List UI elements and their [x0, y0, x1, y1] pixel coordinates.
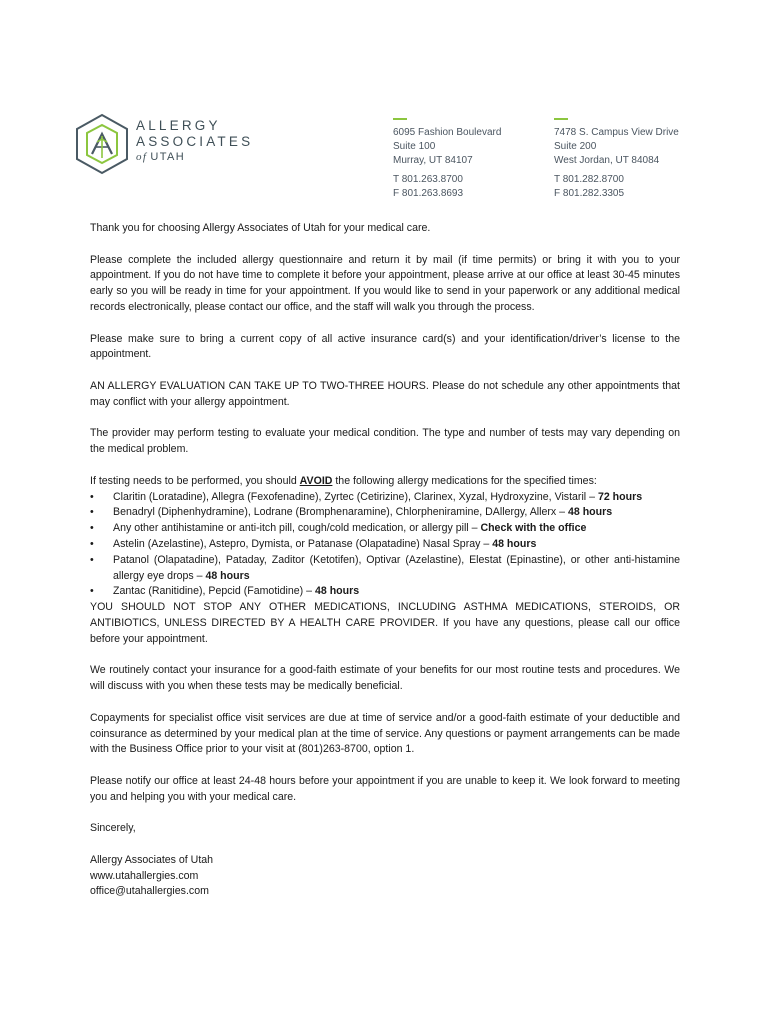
- office-suite: Suite 200: [554, 141, 597, 152]
- paragraph-copayments: Copayments for specialist office visit services are due at time of service and/or a good-faith estimate of your deductible and coinsurance as determined by your medical plan at the time of service. Any questions or payment arrangements can be made with the Business Office prior to your visit at (801)263-8700, option 1.: [90, 711, 680, 756]
- office-address-west-jordan: [554, 118, 679, 201]
- logo-text-associates: ASSOCIATES: [136, 134, 254, 149]
- signature-name: Allergy Associates of Utah: [90, 853, 214, 866]
- logo-text-allergy: ALLERGY: [136, 118, 221, 133]
- paragraph-good-faith-estimate: We routinely contact your insurance for a good-faith estimate of your benefits for our most routine tests and procedures. We will discuss with you when these tests may be medically beneficial.: [90, 664, 680, 693]
- office-fax: F 801.282.3305: [554, 188, 625, 199]
- office-street: 6095 Fashion Boulevard: [393, 127, 502, 138]
- letter-body: [90, 221, 680, 900]
- office-fax: F 801.263.8693: [393, 188, 464, 199]
- logo-text-utah: of UTAH: [136, 151, 186, 163]
- avoid-intro: If testing needs to be performed, you should AVOID the following allergy medications for the specified times:: [90, 474, 597, 487]
- list-item: • Benadryl (Diphenhydramine), Lodrane (Bromphenaramine), Chlorpheniramine, DAllergy, Allerx – 48 hours: [90, 505, 680, 521]
- office-address-murray: [393, 118, 501, 201]
- medication-list: [90, 490, 680, 601]
- list-item: • Claritin (Loratadine), Allegra (Fexofenadine), Zyrtec (Cetirizine), Clarinex, Xyzal, Hydroxyzine, Vistaril – 72 hours: [90, 490, 680, 506]
- logo-mark-icon: [74, 112, 134, 176]
- office-suite: Suite 100: [393, 141, 436, 152]
- accent-divider: [393, 118, 407, 120]
- signature-email: office@utahallergies.com: [90, 885, 209, 898]
- paragraph-testing: The provider may perform testing to evaluate your medical condition. The type and number of tests may vary depending on the medical problem.: [90, 427, 680, 456]
- paragraph-cancellation: Please notify our office at least 24-48 hours before your appointment if you are unable to keep it. We look forward to meeting you and helping you with your medical care.: [90, 774, 680, 803]
- paragraph-insurance-card: Please make sure to bring a current copy of all active insurance card(s) and your identification/driver’s license to the appointment.: [90, 332, 680, 361]
- office-phone: T 801.282.8700: [554, 174, 624, 185]
- company-logo: [74, 112, 256, 176]
- accent-divider: [554, 118, 568, 120]
- office-city: West Jordan, UT 84084: [554, 155, 660, 166]
- signature-block: [90, 853, 680, 900]
- signature-website: www.utahallergies.com: [90, 869, 199, 882]
- list-item: • Astelin (Azelastine), Astepro, Dymista, or Patanase (Olapatadine) Nasal Spray – 48 hours: [90, 537, 680, 553]
- office-phone: T 801.263.8700: [393, 174, 463, 185]
- paragraph-questionnaire: Please complete the included allergy questionnaire and return it by mail (if time permits) or bring it with you to your appointment. If you do not have time to complete it before your appointment, please arrive at our office at least 30-45 minutes early so you will be ready in time for your appointment. If you would like to send in your paperwork or any additional medical records electronically, please contact our office, and the staff will walk you through the process.: [90, 253, 680, 313]
- paragraph-evaluation-time: AN ALLERGY EVALUATION CAN TAKE UP TO TWO-THREE HOURS. Please do not schedule any other appointments that may conflict with your allergy appointment.: [90, 379, 680, 408]
- office-street: 7478 S. Campus View Drive: [554, 127, 679, 138]
- paragraph-thanks: Thank you for choosing Allergy Associates of Utah for your medical care.: [90, 222, 431, 234]
- office-city: Murray, UT 84107: [393, 155, 473, 166]
- list-item: • Zantac (Ranitidine), Pepcid (Famotidine) – 48 hours: [90, 584, 680, 600]
- list-item: • Patanol (Olapatadine), Pataday, Zaditor (Ketotifen), Optivar (Azelastine), Elestat (Epinastine), or other anti-histamine allergy eye drops – 48 hours: [90, 553, 680, 585]
- list-item: • Any other antihistamine or anti-itch pill, cough/cold medication, or allergy pill – Check with the office: [90, 521, 680, 537]
- paragraph-medication-warning: YOU SHOULD NOT STOP ANY OTHER MEDICATIONS, INCLUDING ASTHMA MEDICATIONS, STEROIDS, OR ANTIBIOTICS, UNLESS DIRECTED BY A HEALTH CARE PROVIDER. If you have any questions, please call our office before your appointment.: [90, 601, 680, 645]
- closing: Sincerely,: [90, 822, 136, 835]
